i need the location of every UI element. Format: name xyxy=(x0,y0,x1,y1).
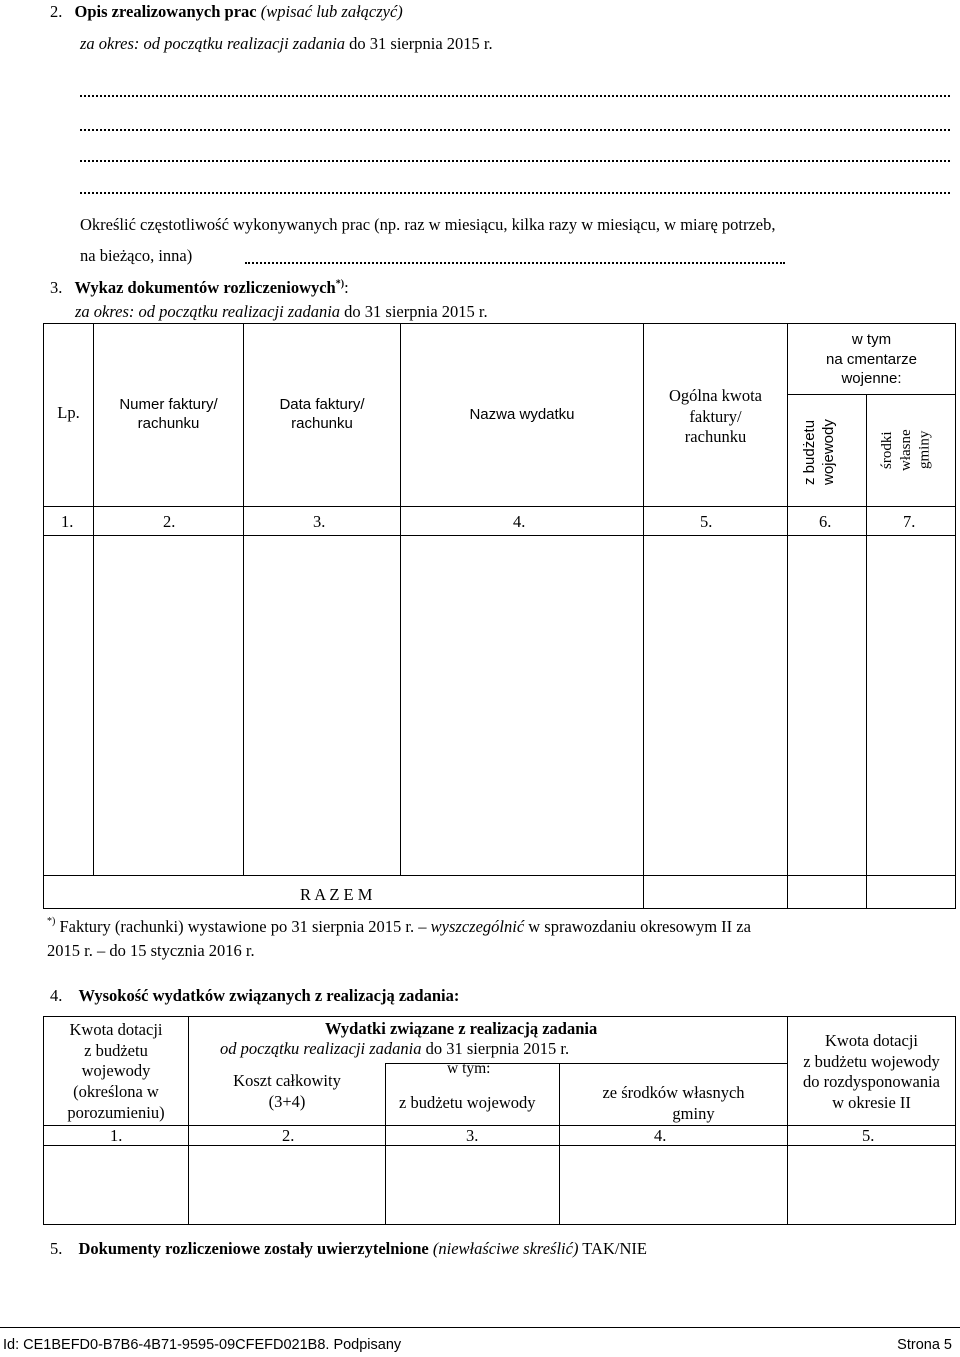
section-2-title: Opis zrealizowanych prac xyxy=(74,2,257,21)
exp-col1-line5: porozumieniu) xyxy=(67,1102,165,1122)
section-2-period-prefix: za okres: od początku realizacji zadania xyxy=(80,34,346,53)
section-2-title-note: (wpisać lub załączyć) xyxy=(260,2,403,21)
total-label: R A Z E M xyxy=(300,885,373,904)
exp-col5-line3: do rozdysponowania xyxy=(802,1072,940,1092)
section-3-title: Wykaz dokumentów rozliczeniowych xyxy=(74,278,336,297)
exp-col1-line1: Kwota dotacji xyxy=(69,1020,163,1039)
col-header-wtym-line3: wojenne: xyxy=(841,370,902,387)
exp-number-4: 4. xyxy=(654,1126,667,1145)
exp-number-5: 5. xyxy=(862,1126,875,1145)
col-header-srodki-line3: gminy xyxy=(916,430,933,470)
exp-budzet-header: z budżetu wojewody xyxy=(399,1093,536,1112)
col-header-lp: Lp. xyxy=(57,403,80,422)
col-header-budzet-line1: z budżetu xyxy=(801,419,818,485)
col-header-data-line2: rachunku xyxy=(291,414,353,432)
col-number-4: 4. xyxy=(513,512,526,531)
col-header-wtym-line1: w tym xyxy=(851,331,892,348)
exp-col5-line1: Kwota dotacji xyxy=(824,1031,918,1050)
footnote-line1-c: w sprawozdaniu okresowym II za xyxy=(528,917,751,936)
exp-wtym-label: w tym: xyxy=(447,1060,491,1077)
exp-col1-line4: (określona w xyxy=(73,1081,159,1101)
col-header-nazwa: Nazwa wydatku xyxy=(469,406,575,423)
col-header-srodki-line1: środki xyxy=(879,431,895,469)
footnote-sup: *) xyxy=(47,916,56,927)
exp-col5-line4: w okresie II xyxy=(832,1092,911,1112)
exp-srodki-header xyxy=(560,1083,787,1124)
col-number-6: 6. xyxy=(819,512,832,531)
section-3-period-prefix: za okres: od początku realizacji zadania xyxy=(75,302,341,321)
section-2-period-suffix: do 31 sierpnia 2015 r. xyxy=(349,34,493,53)
col-header-kwota-line1: Ogólna kwota xyxy=(668,386,763,405)
exp-header-period-prefix: od początku realizacji zadania xyxy=(220,1039,422,1058)
section-3-title-colon: : xyxy=(344,278,349,297)
footer-page-number: Strona 5 xyxy=(897,1337,952,1353)
exp-col1-line3: wojewody xyxy=(81,1061,151,1081)
col-header-numer-line2: rachunku xyxy=(137,414,200,432)
footer-id: Id: CE1BEFD0-B7B6-4B71-9595-09CFEFD021B8. Podpisany xyxy=(3,1337,402,1353)
exp-col1-line2: z budżetu xyxy=(84,1040,148,1060)
exp-number-2: 2. xyxy=(282,1126,295,1145)
section-4-number: 4. xyxy=(50,986,63,1005)
section-3-number: 3. xyxy=(50,278,63,297)
footnote-line2: 2015 r. – do 15 stycznia 2016 r. xyxy=(47,941,255,960)
col-header-budzet-line2: wojewody xyxy=(819,419,837,485)
col-header-numer-line1: Numer faktury/ xyxy=(119,396,218,413)
section-3-period-suffix: do 31 sierpnia 2015 r. xyxy=(344,302,488,321)
exp-srodki-line1: ze środków własnych xyxy=(602,1083,745,1102)
footer-rule xyxy=(0,1327,960,1328)
section-5-note: (niewłaściwe skreślić) xyxy=(432,1239,579,1258)
col-header-kwota-line2: faktury/ xyxy=(689,406,742,426)
exp-koszt-header xyxy=(189,1071,385,1112)
col-number-1: 1. xyxy=(61,512,74,531)
exp-col1-header xyxy=(44,1020,188,1123)
section-5-heading xyxy=(50,1239,647,1259)
footnote-line1-b: wyszczególnić xyxy=(430,917,525,936)
frequency-text-2: na bieżąco, inna) xyxy=(80,246,193,265)
footnote-line1-a: Faktury (rachunki) wystawione po 31 sierpnia 2015 r. – xyxy=(59,917,427,936)
exp-header-period-suffix: do 31 sierpnia 2015 r. xyxy=(425,1039,570,1058)
section-5-number: 5. xyxy=(50,1239,63,1258)
exp-number-1: 1. xyxy=(110,1126,123,1145)
col-number-3: 3. xyxy=(313,512,326,531)
section-5-title: Dokumenty rozliczeniowe zostały uwierzytelnione xyxy=(78,1239,429,1258)
col-header-data-line1: Data faktury/ xyxy=(279,396,365,413)
section-3-title-sup: *) xyxy=(335,278,345,290)
exp-header-title: Wydatki związane z realizacją zadania xyxy=(325,1019,598,1038)
frequency-text-1: Określić częstotliwość wykonywanych prac (np. raz w miesiącu, kilka razy w miesiącu, w miarę potrzeb, xyxy=(80,215,776,234)
exp-number-3: 3. xyxy=(466,1126,479,1145)
exp-koszt-line1: Koszt całkowity xyxy=(233,1071,341,1090)
exp-col5-header xyxy=(788,1031,955,1114)
col-header-wtym-line2: na cmentarze xyxy=(826,350,917,368)
col-number-7: 7. xyxy=(903,512,916,531)
col-header-kwota-line3: rachunku xyxy=(684,427,747,447)
exp-header-period xyxy=(220,1039,569,1059)
exp-col5-line2: z budżetu wojewody xyxy=(803,1051,940,1071)
section-5-answer: TAK/NIE xyxy=(582,1239,647,1258)
section-2-number: 2. xyxy=(50,2,63,21)
exp-koszt-line2: (3+4) xyxy=(268,1091,306,1111)
exp-srodki-line2: gminy xyxy=(672,1103,715,1123)
col-number-2: 2. xyxy=(163,512,176,531)
col-header-srodki-line2: własne xyxy=(897,429,914,471)
col-number-5: 5. xyxy=(700,512,713,531)
section-4-title: Wysokość wydatków związanych z realizacją zadania: xyxy=(78,986,460,1005)
